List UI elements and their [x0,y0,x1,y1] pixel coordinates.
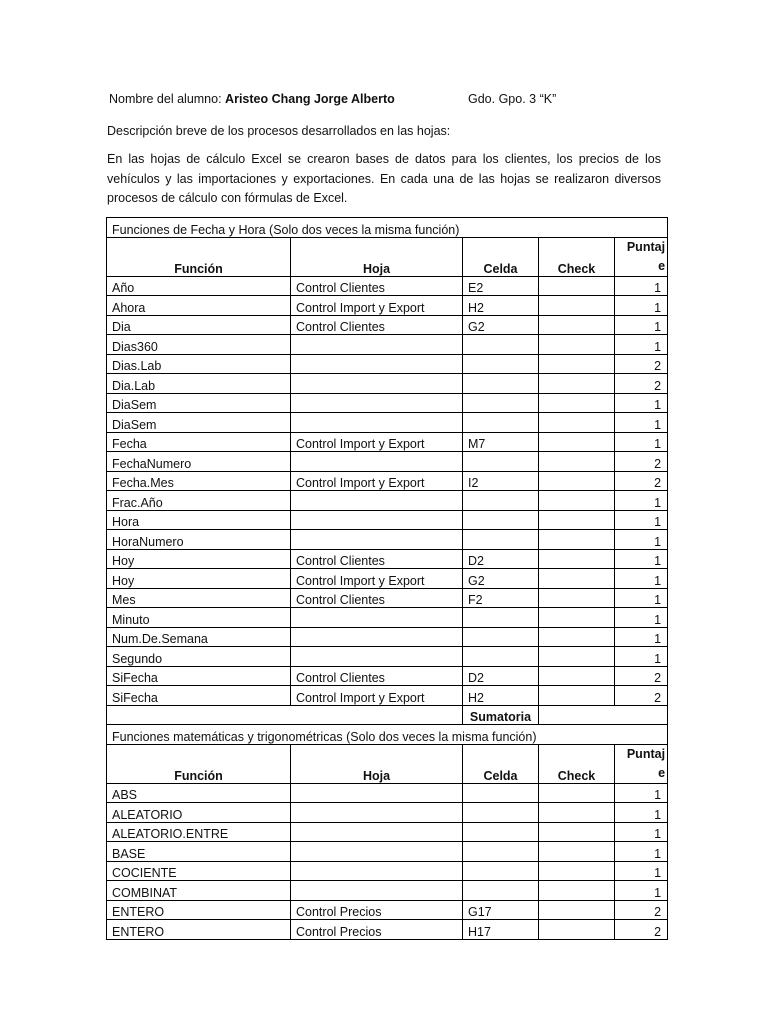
cell-celda: G17 [463,900,539,920]
cell-funcion: Fecha [107,432,291,452]
table-row [107,276,668,296]
cell-hoja: Control Clientes [291,276,463,296]
sum-row-blank [107,705,463,725]
cell-puntaje: 1 [615,822,668,842]
cell-check [539,686,615,706]
section-title: Funciones matemáticas y trigonométricas [112,729,343,744]
cell-puntaje: 1 [615,335,668,355]
column-header-hoja: Hoja [291,744,463,783]
cell-hoja [291,393,463,413]
cell-hoja [291,530,463,550]
cell-celda: H2 [463,296,539,316]
table-row [107,510,668,530]
cell-celda: G2 [463,569,539,589]
table-row [107,627,668,647]
cell-check [539,413,615,433]
cell-hoja [291,413,463,433]
table-row [107,432,668,452]
cell-check [539,471,615,491]
table-row [107,315,668,335]
cell-hoja: Control Clientes [291,549,463,569]
cell-puntaje: 1 [615,530,668,550]
cell-funcion: SiFecha [107,686,291,706]
cell-funcion: COCIENTE [107,861,291,881]
table-row [107,374,668,394]
cell-funcion: Dias360 [107,335,291,355]
cell-funcion: Dia [107,315,291,335]
section-note: (Solo dos veces la misma función) [269,222,460,237]
column-header-check: Check [539,744,615,783]
sum-row [107,705,668,725]
functions-table [106,217,668,940]
cell-celda [463,647,539,667]
column-header-hoja: Hoja [291,237,463,276]
cell-puntaje: 1 [615,569,668,589]
cell-check [539,569,615,589]
cell-puntaje: 1 [615,627,668,647]
cell-funcion: Fecha.Mes [107,471,291,491]
cell-check [539,881,615,901]
cell-hoja [291,354,463,374]
column-header-check: Check [539,237,615,276]
cell-celda: H17 [463,920,539,940]
cell-hoja: Control Import y Export [291,569,463,589]
table-row [107,881,668,901]
cell-celda [463,491,539,511]
student-name: Aristeo Chang Jorge Alberto [225,92,395,106]
cell-hoja: Control Clientes [291,588,463,608]
cell-funcion: Dia.Lab [107,374,291,394]
cell-check [539,296,615,316]
cell-celda: D2 [463,549,539,569]
table-row [107,588,668,608]
cell-celda: F2 [463,588,539,608]
cell-hoja: Control Clientes [291,666,463,686]
cell-funcion: COMBINAT [107,881,291,901]
cell-hoja: Control Import y Export [291,296,463,316]
table-row [107,822,668,842]
cell-check [539,920,615,940]
cell-funcion: BASE [107,842,291,862]
column-header-row [107,237,668,276]
section-title: Funciones de Fecha y Hora [112,222,266,237]
column-header-celda: Celda [463,744,539,783]
cell-funcion: Minuto [107,608,291,628]
cell-funcion: Ahora [107,296,291,316]
cell-puntaje: 1 [615,647,668,667]
column-header-puntaje: Puntaj e [615,237,668,276]
table-row [107,900,668,920]
table-row [107,530,668,550]
cell-puntaje: 2 [615,900,668,920]
cell-celda [463,374,539,394]
cell-puntaje: 1 [615,491,668,511]
description-label: Descripción breve de los procesos desarrollados en las hojas: [107,124,451,138]
table-row [107,471,668,491]
table-row [107,452,668,472]
cell-hoja: Control Precios [291,920,463,940]
cell-puntaje: 1 [615,276,668,296]
cell-puntaje: 2 [615,374,668,394]
cell-check [539,588,615,608]
cell-puntaje: 1 [615,393,668,413]
cell-check [539,510,615,530]
cell-puntaje: 1 [615,783,668,803]
cell-check [539,608,615,628]
cell-funcion: Hoy [107,569,291,589]
cell-check [539,432,615,452]
table-body [107,218,668,940]
cell-hoja [291,881,463,901]
cell-puntaje: 2 [615,452,668,472]
cell-celda [463,803,539,823]
cell-puntaje: 2 [615,354,668,374]
cell-hoja: Control Import y Export [291,432,463,452]
cell-funcion: DiaSem [107,393,291,413]
cell-hoja: Control Clientes [291,315,463,335]
cell-funcion: ABS [107,783,291,803]
cell-hoja: Control Import y Export [291,471,463,491]
cell-hoja [291,783,463,803]
cell-check [539,647,615,667]
cell-check [539,842,615,862]
cell-celda [463,413,539,433]
cell-funcion: ENTERO [107,900,291,920]
column-header-celda: Celda [463,237,539,276]
cell-puntaje: 1 [615,315,668,335]
cell-celda [463,393,539,413]
cell-celda: M7 [463,432,539,452]
cell-celda [463,783,539,803]
cell-celda: G2 [463,315,539,335]
table-row [107,861,668,881]
section-note: (Solo dos veces la misma función) [346,729,537,744]
cell-celda [463,881,539,901]
cell-check [539,335,615,355]
cell-funcion: ALEATORIO.ENTRE [107,822,291,842]
table-row [107,354,668,374]
table-row [107,666,668,686]
cell-check [539,900,615,920]
table-row [107,608,668,628]
cell-celda [463,842,539,862]
cell-funcion: Hoy [107,549,291,569]
cell-puntaje: 1 [615,803,668,823]
cell-celda: H2 [463,686,539,706]
cell-celda: I2 [463,471,539,491]
cell-funcion: DiaSem [107,413,291,433]
cell-celda [463,861,539,881]
cell-puntaje: 2 [615,920,668,940]
cell-check [539,530,615,550]
cell-hoja: Control Precios [291,900,463,920]
cell-funcion: ENTERO [107,920,291,940]
cell-puntaje: 1 [615,842,668,862]
cell-check [539,315,615,335]
table-row [107,393,668,413]
cell-check [539,627,615,647]
cell-hoja [291,491,463,511]
cell-hoja [291,335,463,355]
table-row [107,569,668,589]
cell-funcion: FechaNumero [107,452,291,472]
cell-funcion: Num.De.Semana [107,627,291,647]
cell-funcion: Mes [107,588,291,608]
section-header [107,725,668,745]
cell-hoja: Control Import y Export [291,686,463,706]
cell-puntaje: 1 [615,549,668,569]
cell-celda [463,627,539,647]
cell-check [539,803,615,823]
cell-funcion: Dias.Lab [107,354,291,374]
cell-check [539,374,615,394]
cell-celda: E2 [463,276,539,296]
section-header [107,218,668,238]
cell-hoja [291,452,463,472]
cell-funcion: SiFecha [107,666,291,686]
table-row [107,842,668,862]
cell-funcion: HoraNumero [107,530,291,550]
cell-puntaje: 1 [615,296,668,316]
cell-puntaje: 2 [615,686,668,706]
cell-funcion: ALEATORIO [107,803,291,823]
cell-puntaje: 1 [615,861,668,881]
student-line [109,92,395,106]
cell-puntaje: 2 [615,471,668,491]
cell-celda [463,530,539,550]
cell-hoja [291,861,463,881]
cell-puntaje: 1 [615,510,668,530]
cell-puntaje: 1 [615,432,668,452]
column-header-puntaje: Puntaj e [615,744,668,783]
cell-check [539,861,615,881]
table-row [107,491,668,511]
sum-value [539,705,668,725]
cell-hoja [291,627,463,647]
cell-check [539,666,615,686]
student-label: Nombre del alumno: [109,92,222,106]
cell-puntaje: 1 [615,413,668,433]
cell-check [539,549,615,569]
section-title-cell [107,218,668,238]
cell-hoja [291,803,463,823]
table-row [107,647,668,667]
cell-hoja [291,842,463,862]
table-row [107,686,668,706]
cell-celda [463,335,539,355]
description-text: En las hojas de cálculo Excel se crearon bases de datos para los clientes, los precios de los vehículos y las importaciones y exportaciones. En cada una de las hojas se realizaron diversos procesos de cálculo con fórmulas de Excel. [107,152,661,205]
cell-check [539,354,615,374]
sum-label: Sumatoria [463,705,539,725]
cell-funcion: Año [107,276,291,296]
table-row [107,549,668,569]
cell-puntaje: 2 [615,666,668,686]
cell-celda [463,452,539,472]
cell-check [539,276,615,296]
cell-celda: D2 [463,666,539,686]
cell-celda [463,608,539,628]
cell-hoja [291,510,463,530]
section-title-cell [107,725,668,745]
cell-puntaje: 1 [615,608,668,628]
cell-hoja [291,374,463,394]
cell-check [539,491,615,511]
cell-check [539,452,615,472]
cell-celda [463,510,539,530]
table-row [107,783,668,803]
cell-puntaje: 1 [615,588,668,608]
table-row [107,335,668,355]
cell-puntaje: 1 [615,881,668,901]
column-header-funcion: Función [107,744,291,783]
cell-hoja [291,647,463,667]
table-row [107,803,668,823]
column-header-row [107,744,668,783]
cell-celda [463,822,539,842]
cell-check [539,783,615,803]
cell-hoja [291,608,463,628]
table-row [107,413,668,433]
table-row [107,920,668,940]
cell-funcion: Hora [107,510,291,530]
cell-check [539,393,615,413]
cell-hoja [291,822,463,842]
cell-funcion: Segundo [107,647,291,667]
cell-check [539,822,615,842]
column-header-funcion: Función [107,237,291,276]
table-row [107,296,668,316]
cell-celda [463,354,539,374]
grade-group: Gdo. Gpo. 3 “K” [468,92,557,106]
cell-funcion: Frac.Año [107,491,291,511]
